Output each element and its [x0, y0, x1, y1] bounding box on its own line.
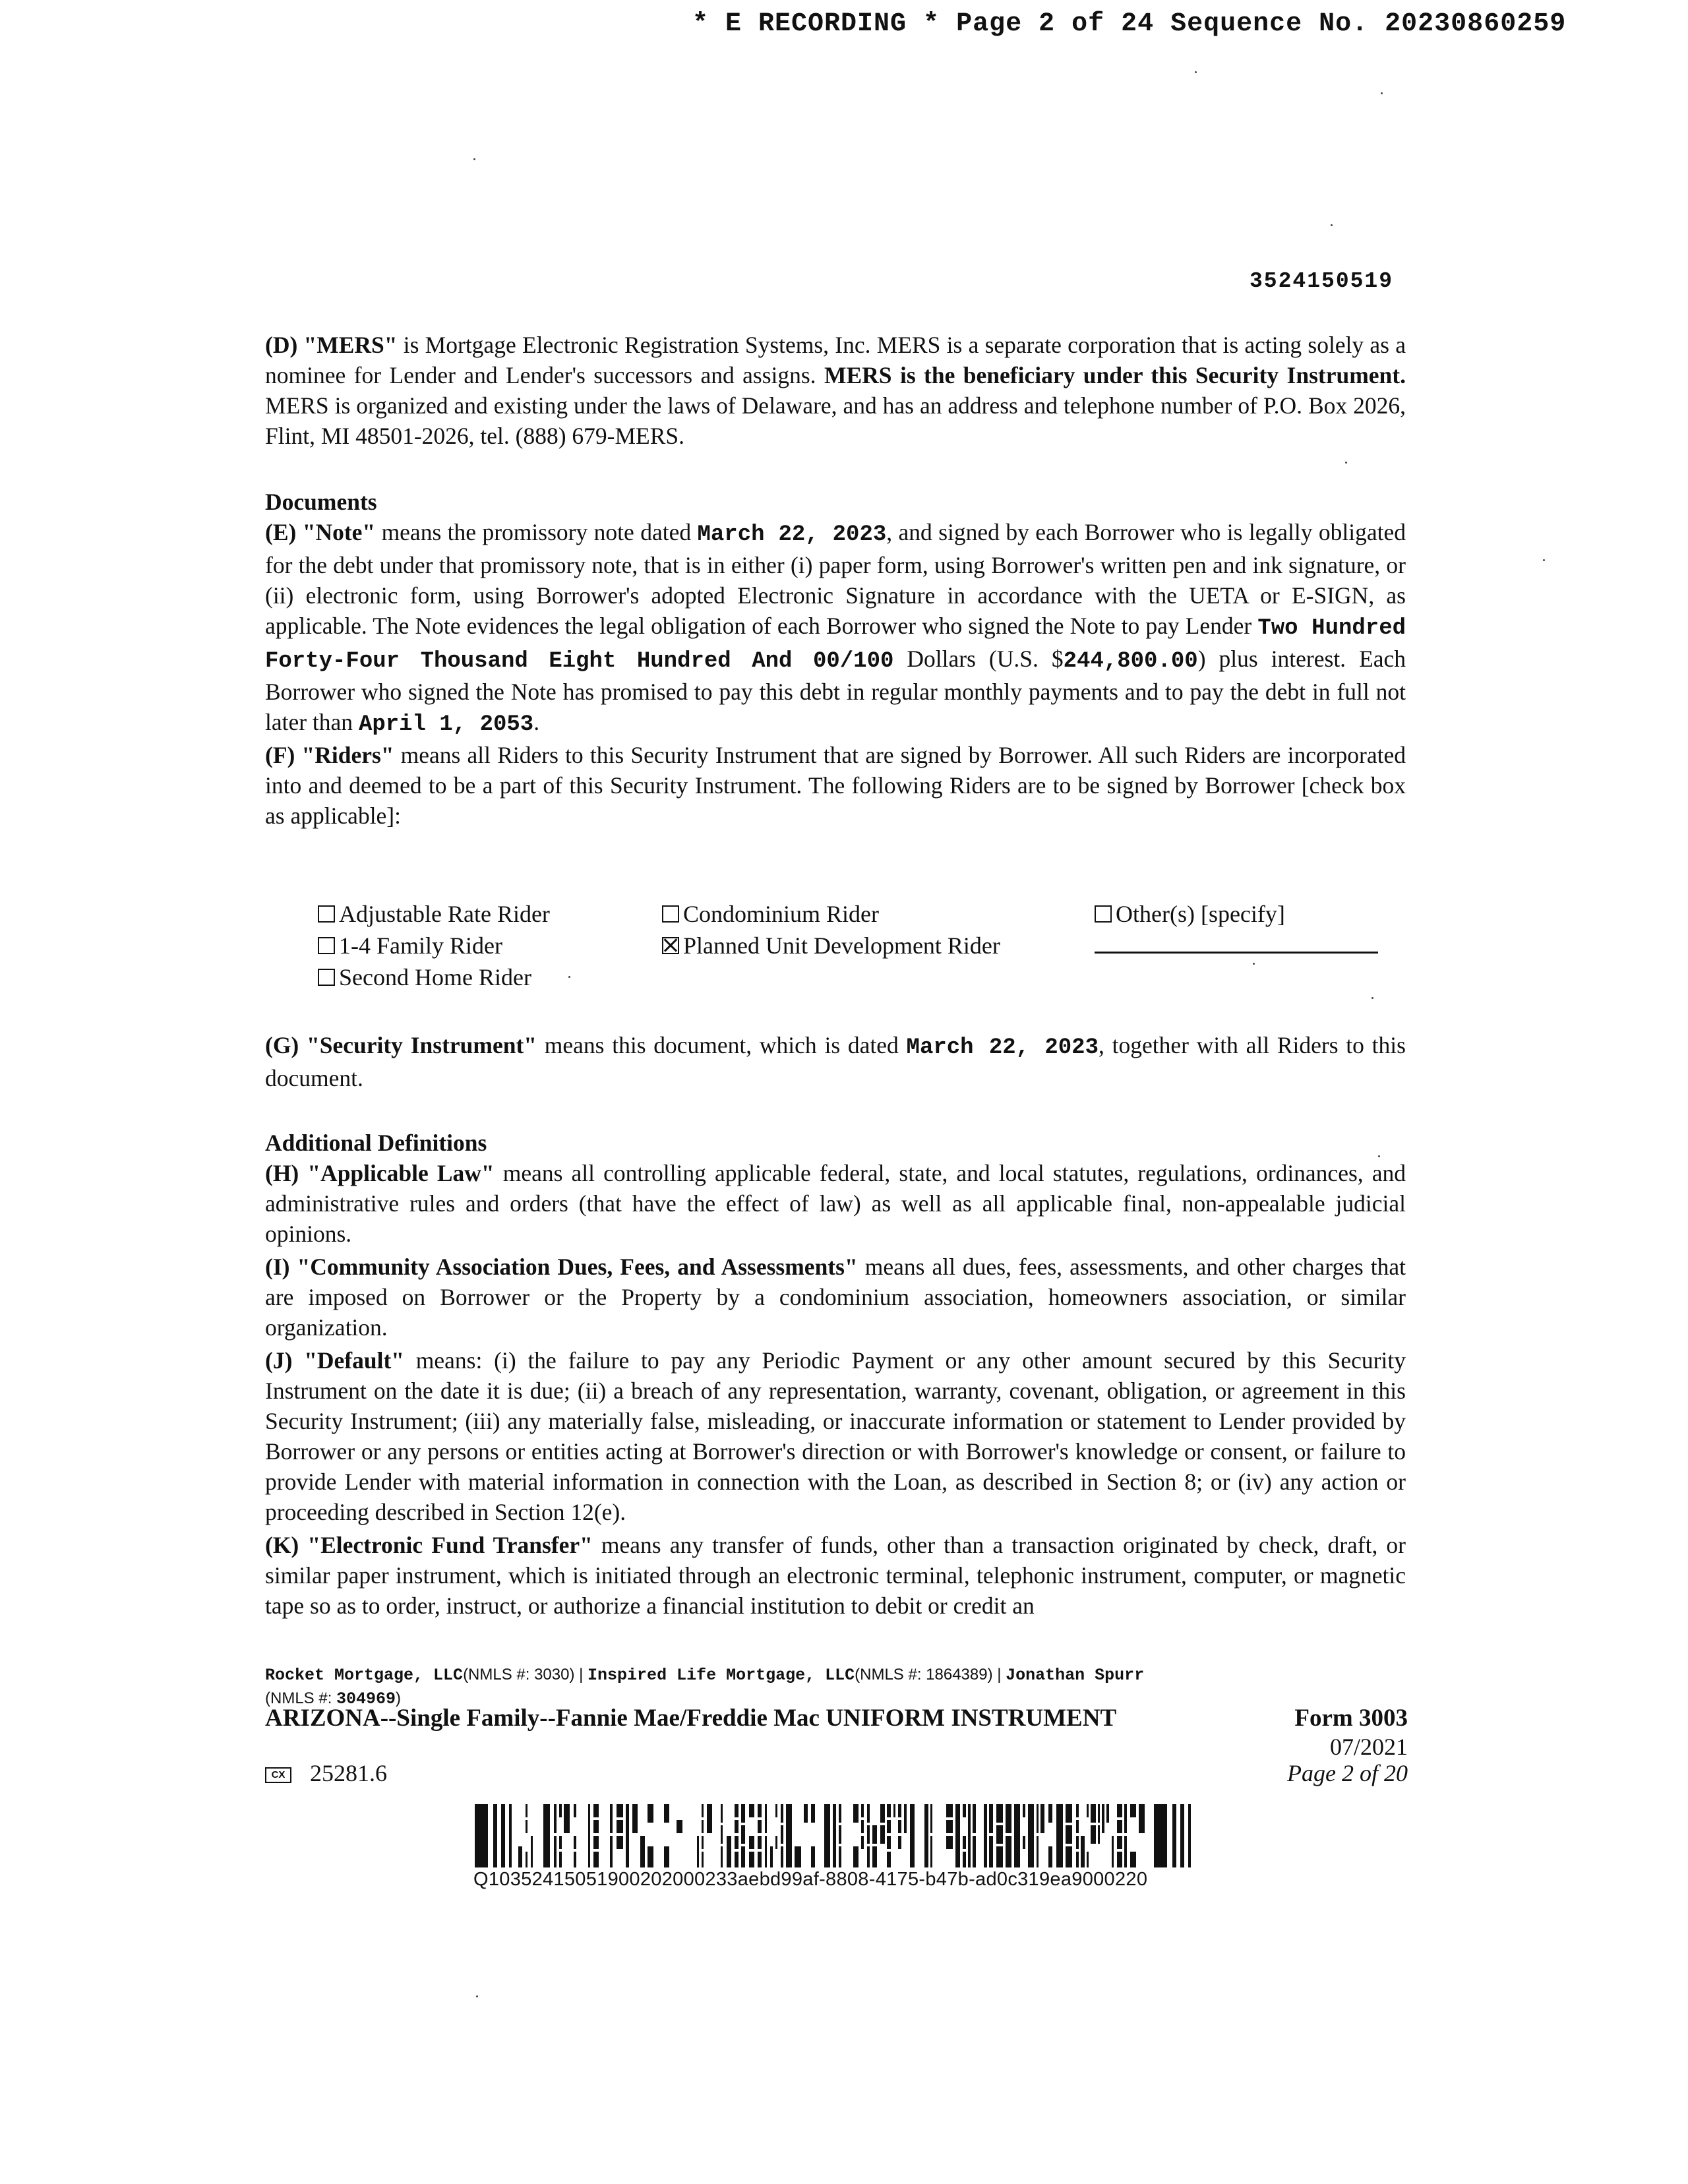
section-g-label: (G) "Security Instrument": [265, 1032, 537, 1058]
separator: |: [992, 1666, 1006, 1684]
lender-1: Rocket Mortgage, LLC: [265, 1666, 464, 1685]
rider-label: Planned Unit Development Rider: [683, 932, 1000, 959]
cx-logo-icon: CX: [265, 1767, 291, 1783]
section-e-text-3: Dollars (U.S. $: [893, 646, 1064, 672]
rider-adjustable-rate[interactable]: [318, 898, 550, 930]
section-e-text-1: means the promissory note dated: [375, 519, 698, 545]
lender-2: Inspired Life Mortgage, LLC: [588, 1666, 855, 1685]
nmls-3-number: 304969: [336, 1689, 396, 1709]
barcode-image: [475, 1804, 1200, 1867]
section-d-text-2: MERS is organized and existing under the laws of Delaware, and has an address and telephone number of P.O. Box 2026, Flint, MI 48501-2026, tel. (888) 679-MERS.: [265, 392, 1406, 449]
rider-second-home[interactable]: [318, 961, 531, 993]
documents-block: [265, 487, 1406, 831]
scan-speck: [1378, 1155, 1380, 1157]
documents-heading: Documents: [265, 489, 377, 515]
section-d-text-1: is Mortgage Electronic Registration Systems, Inc. MERS is a separate corporation that is acting solely as a nominee for Lender and Lender's successors and assigns.: [265, 332, 1406, 388]
section-g: [265, 1030, 1406, 1093]
section-d: [265, 330, 1406, 451]
rider-label: 1-4 Family Rider: [339, 932, 502, 959]
nmls-3-label: (NMLS #:: [265, 1689, 337, 1707]
lender-3: Jonathan Spurr: [1006, 1666, 1145, 1685]
section-g-text-2: , together with all Riders to this document.: [265, 1032, 1406, 1091]
section-f-label: (F) "Riders": [265, 742, 394, 768]
section-i-text: means all dues, fees, assessments, and other charges that are imposed on Borrower or the Property by a condominium association, homeowners association, or similar organization.: [265, 1254, 1406, 1341]
note-date: March 22, 2023: [697, 522, 887, 547]
section-g-text-1: means this document, which is dated: [537, 1032, 907, 1058]
scan-speck: [1195, 71, 1197, 73]
barcode-text: Q10352415051900202000233aebd99af-8808-4175-b47b-ad0c319ea9000220: [473, 1869, 1148, 1890]
rider-label: Other(s) [specify]: [1116, 901, 1285, 927]
scan-speck: [1253, 963, 1255, 965]
nmls-1: (NMLS #: 3030): [463, 1666, 575, 1684]
scan-speck: [476, 1995, 478, 1997]
loan-amount-words: Two Hundred Forty-Four Thousand Eight Hundred And 00/100: [265, 616, 1406, 674]
section-f-text: means all Riders to this Security Instrument that are signed by Borrower. All such Riders are incorporated into and deemed to be a part of this Security Instrument. The following Riders are to be signed by Borrower [check box as applicable]:: [265, 742, 1406, 829]
rider-label: Second Home Rider: [339, 964, 531, 990]
maturity-date: April 1, 2053: [358, 712, 534, 737]
document-code: 25281.6: [310, 1760, 387, 1786]
checkbox-unchecked-icon[interactable]: [318, 937, 335, 954]
rider-label: Adjustable Rate Rider: [339, 901, 550, 927]
checkbox-unchecked-icon[interactable]: [318, 905, 335, 923]
section-e-text-2: , and signed by each Borrower who is legally obligated for the debt under that promissory note, that is in either (i) paper form, using Borrower's written pen and ink signature, or (ii) electronic form, using Borrower's adopted Electronic Signature in accordance with the UETA or E-SIGN, as applicable. The Note evidences the legal obligation of each Borrower who signed the Note to pay Lender: [265, 519, 1406, 639]
page-number: Page 2 of 20: [1287, 1760, 1408, 1786]
scan-speck: [568, 976, 570, 978]
section-k-label: (K) "Electronic Fund Transfer": [265, 1532, 593, 1558]
scan-speck: [1331, 224, 1333, 226]
section-j-text: means: (i) the failure to pay any Periodic Payment or any other amount secured by this Security Instrument on the date it is due; (ii) a breach of any representation, warranty, covenant, obligation, or agreement in this Security Instrument; (iii) any materially false, misleading, or inaccurate information or statement to Lender provided by Borrower or any persons or entities acting at Borrower's direction or with Borrower's knowledge or consent, or failure to provide Lender with material information in connection with the Loan, as described in Section 8; or (iv) any action or proceeding described in Section 12(e).: [265, 1347, 1406, 1525]
loan-number: 3524150519: [1250, 269, 1394, 293]
section-e-text-5: .: [533, 709, 540, 735]
section-i-label: (I) "Community Association Dues, Fees, and Assessments": [265, 1254, 858, 1280]
section-d-bold: MERS is the beneficiary under this Security Instrument.: [824, 362, 1406, 388]
checkbox-unchecked-icon[interactable]: [318, 969, 335, 986]
section-d-label: (D) "MERS": [265, 332, 398, 358]
section-j-label: (J) "Default": [265, 1347, 404, 1374]
nmls-2: (NMLS #: 1864389): [855, 1666, 993, 1684]
scan-speck: [473, 158, 475, 160]
rider-planned-unit-development[interactable]: [662, 930, 1000, 961]
form-date: 07/2021: [1329, 1734, 1408, 1760]
rider-other[interactable]: [1095, 898, 1285, 930]
checkbox-unchecked-icon[interactable]: [1095, 905, 1112, 923]
section-h: [265, 1158, 1406, 1249]
loan-amount-number: 244,800.00: [1063, 649, 1198, 674]
checkbox-checked-icon[interactable]: [662, 937, 679, 954]
section-e-text-4: ) plus interest. Each Borrower who signed the Note has promised to pay this debt in regular monthly payments and to pay the debt in full not later than: [265, 646, 1406, 735]
rider-condominium[interactable]: [662, 898, 879, 930]
security-instrument-date: March 22, 2023: [906, 1035, 1099, 1060]
scan-speck: [1543, 559, 1545, 561]
scan-speck: [1345, 462, 1347, 464]
scan-speck: [1372, 997, 1373, 999]
section-e-label: (E) "Note": [265, 519, 376, 545]
section-k-text: means any transfer of funds, other than a transaction originated by check, draft, or similar paper instrument, which is initiated through an electronic terminal, telephonic instrument, computer, or magnetic tape so as to order, instruct, or authorize a financial institution to debit or credit an: [265, 1532, 1406, 1619]
checkbox-unchecked-icon[interactable]: [662, 905, 679, 923]
section-k: [265, 1530, 1406, 1621]
nmls-3-close: ): [396, 1689, 402, 1707]
additional-definitions-block: [265, 1128, 1406, 1621]
section-h-label: (H) "Applicable Law": [265, 1160, 495, 1186]
form-title: ARIZONA--Single Family--Fannie Mae/Freddie Mac UNIFORM INSTRUMENT: [265, 1705, 1117, 1732]
scan-speck: [1381, 92, 1383, 94]
section-j: [265, 1345, 1406, 1527]
section-f: [265, 740, 1406, 831]
recording-header: * E RECORDING * Page 2 of 24 Sequence No. 20230860259: [692, 9, 1567, 39]
additional-definitions-heading: Additional Definitions: [265, 1130, 487, 1156]
form-number: Form 3003: [1294, 1705, 1408, 1732]
section-i: [265, 1252, 1406, 1343]
section-e: [265, 517, 1406, 740]
rider-1-4-family[interactable]: [318, 930, 502, 961]
rider-label: Condominium Rider: [683, 901, 879, 927]
section-h-text: means all controlling applicable federal, state, and local statutes, regulations, ordinances, and administrative rules and orders (that have the effect of law) as well as all applicable final, non-appealable judicial opinions.: [265, 1160, 1406, 1247]
other-specify-line: [1095, 952, 1378, 954]
separator: |: [574, 1666, 588, 1684]
